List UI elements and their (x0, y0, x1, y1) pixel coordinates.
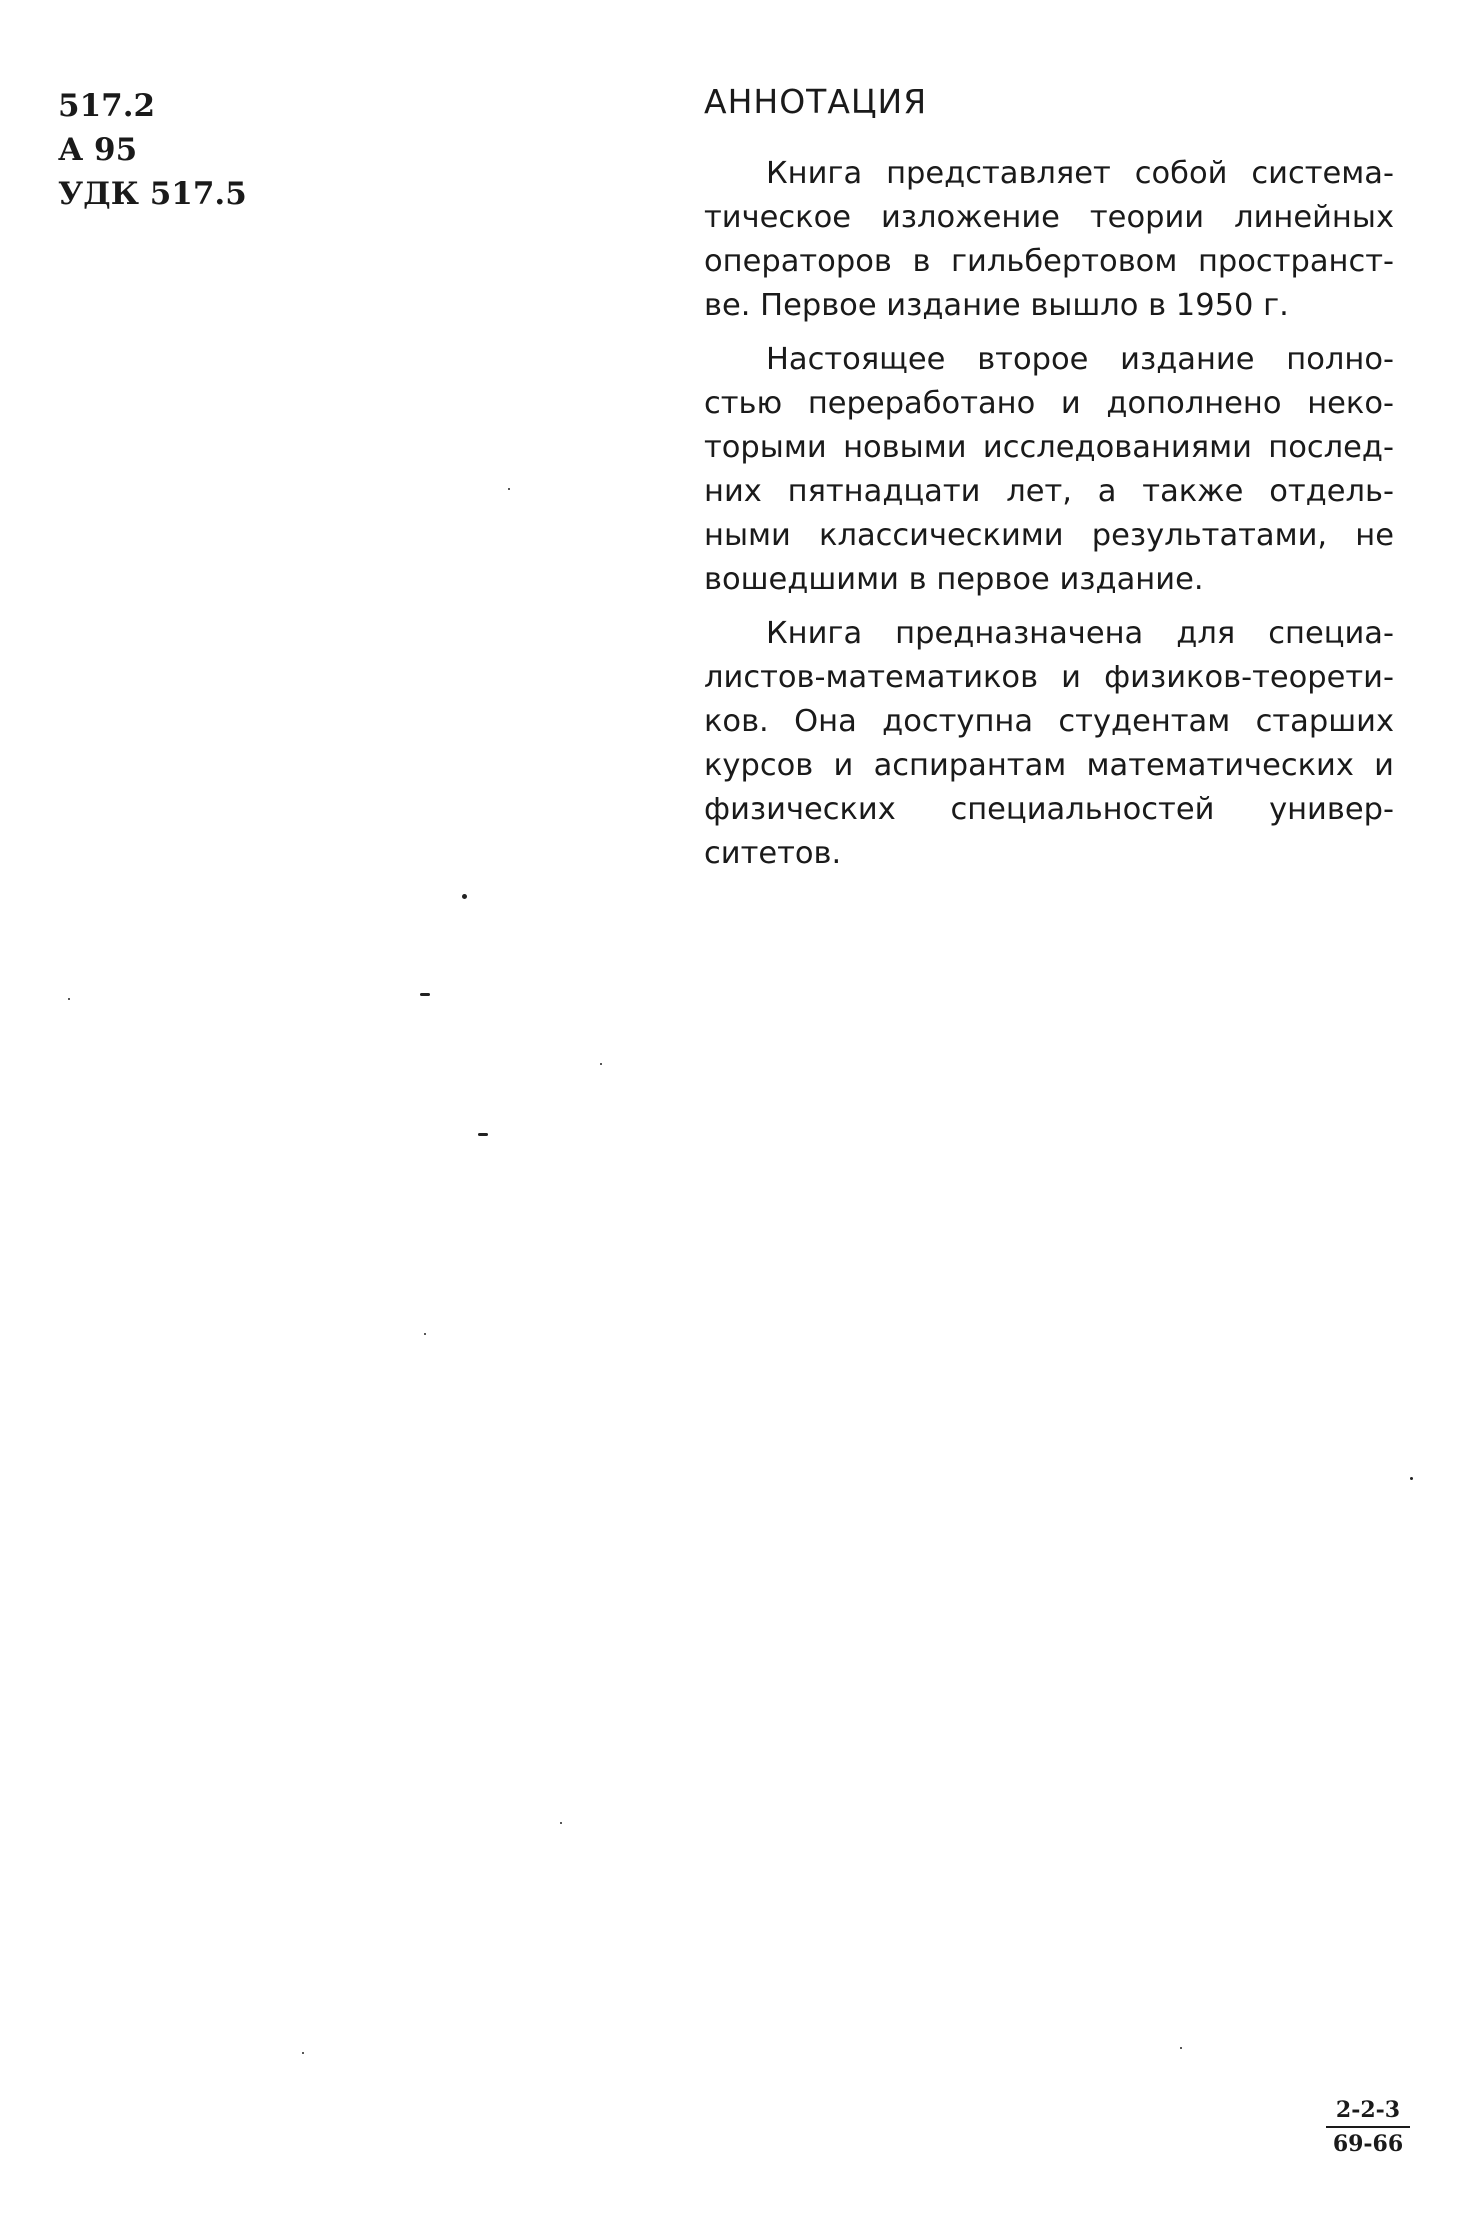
scan-speck (462, 894, 467, 899)
scan-speck (68, 998, 70, 1000)
annotation-title: АННОТАЦИЯ (704, 82, 928, 121)
fraction-bar (1326, 2126, 1410, 2128)
scan-speck (600, 1063, 602, 1065)
scan-speck (508, 488, 510, 490)
scan-speck (420, 993, 430, 996)
catalog-codes (58, 84, 247, 216)
annotation-paragraph: Книга представляет собой система-тическое изложение теории линейных операторов в гильбертовом пространст-ве. Первое издание вышло в 1950 г. (704, 156, 1394, 323)
scan-speck (560, 1822, 562, 1824)
classification-number: 517.2 (58, 88, 156, 124)
annotation-paragraph: Настоящее второе издание полно-стью переработано и дополнено неко-торыми новыми исследованиями послед-них пятнадцати лет, а также отдель-ными классическими результатами, не вошедшими в первое издание. (704, 342, 1394, 597)
print-code-denominator: 69-66 (1332, 2131, 1404, 2157)
author-mark: А 95 (58, 132, 138, 168)
scan-speck (302, 2052, 304, 2054)
scan-speck (1180, 2047, 1182, 2049)
print-code (1326, 2096, 1410, 2158)
annotation-section (704, 80, 1394, 886)
annotation-paragraph: Книга предназначена для специа-листов-математиков и физиков-теорети-ков. Она доступна студентам старших курсов и аспирантам математических и физических специальностей универ-ситетов. (704, 616, 1394, 871)
udc-code: УДК 517.5 (58, 176, 247, 212)
scan-speck (1410, 1477, 1413, 1480)
scan-speck (478, 1133, 488, 1136)
scan-speck (424, 1333, 426, 1335)
print-code-numerator: 2-2-3 (1335, 2097, 1401, 2123)
